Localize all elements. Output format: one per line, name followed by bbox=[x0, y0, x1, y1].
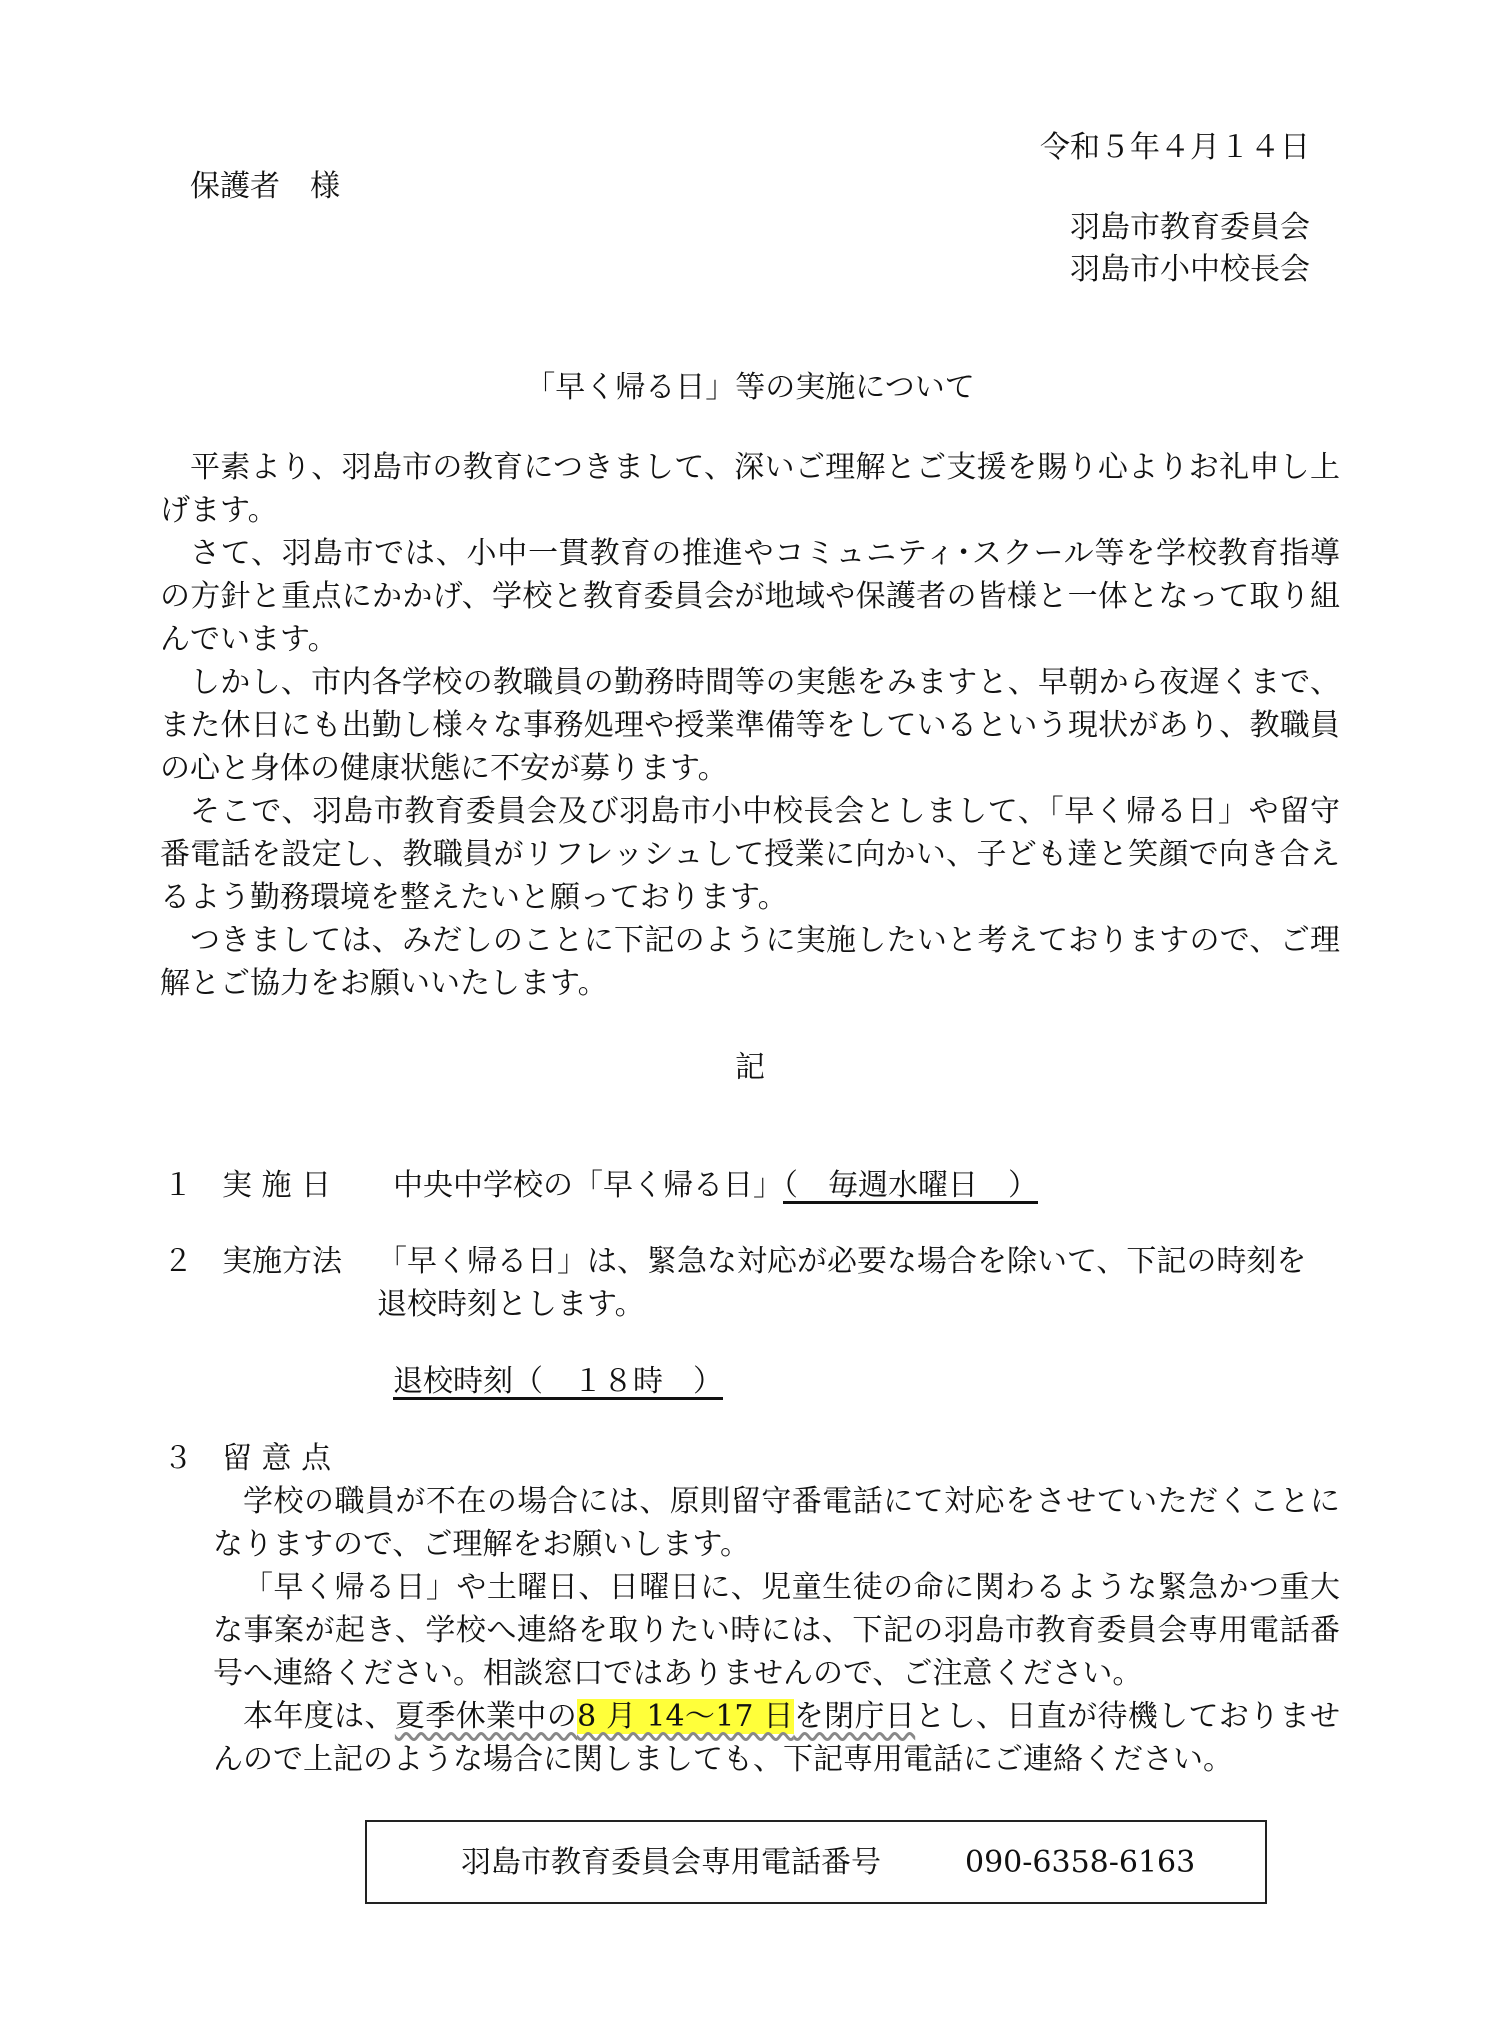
recipient: 保護者 様 bbox=[190, 169, 340, 204]
item3-para3-a: 本年度は、 bbox=[243, 1699, 395, 1734]
item2-label: 実施方法 bbox=[222, 1244, 342, 1279]
item1-text: 中央中学校の「早く帰る日」 bbox=[393, 1168, 783, 1203]
item2-text-line1: 「早く帰る日」は、緊急な対応が必要な場合を除いて、下記の時刻を bbox=[377, 1244, 1307, 1279]
document-date: 令和５年４月１４日 bbox=[1040, 130, 1310, 165]
item2-number: ２ bbox=[163, 1244, 193, 1279]
item3-para3-c: を閉庁日 bbox=[793, 1699, 916, 1734]
contact-phone: 090-6358-6163 bbox=[965, 1845, 1196, 1880]
item2-text-line2: 退校時刻とします。 bbox=[377, 1287, 645, 1322]
item3-para3-b: 夏季休業中の bbox=[394, 1699, 578, 1734]
body-paragraph: さて、羽島市では、小中一貫教育の推進やコミュニティ･スクール等を学校教育指導の方針と重点にかかげ、学校と教育委員会が地域や保護者の皆様と一体となって取り組んでいます。 bbox=[160, 536, 1340, 657]
item1-day: （ 毎週水曜日 ） bbox=[783, 1168, 1038, 1203]
item3-label: 留 意 点 bbox=[222, 1441, 332, 1476]
body-text bbox=[160, 446, 1340, 1005]
leave-time: 退校時刻（ １８時 ） bbox=[393, 1364, 723, 1399]
item3-notes bbox=[213, 1480, 1340, 1781]
item3-number: ３ bbox=[163, 1441, 193, 1476]
body-paragraph: つきましては、みだしのことに下記のように実施したいと考えておりますので、ご理解とご協力をお願いいたします。 bbox=[160, 923, 1340, 1001]
item3-para3-d: とし、日直が待機しておりませんので上記のような場合に関しましても、下記専用電話にご連絡ください。 bbox=[213, 1699, 1341, 1777]
body-paragraph: しかし、市内各学校の教職員の勤務時間等の実態をみますと、早朝から夜遅くまで、また休日にも出勤し様々な事務処理や授業準備等をしているという現状があり、教職員の心と身体の健康状態に不安が募ります。 bbox=[160, 665, 1340, 786]
ki-heading: 記 bbox=[735, 1050, 765, 1085]
item1-label: 実 施 日 bbox=[222, 1168, 332, 1203]
item3-paragraph-3 bbox=[213, 1695, 1340, 1781]
contact-label: 羽島市教育委員会専用電話番号 bbox=[461, 1845, 881, 1880]
highlighted-closure-dates: 8 月 14～17 日 bbox=[577, 1699, 794, 1734]
body-paragraph: そこで、羽島市教育委員会及び羽島市小中校長会としまして、「早く帰る日」や留守番電話を設定し、教職員がリフレッシュして授業に向かい、子ども達と笑顔で向き合えるよう勤務環境を整えたいと願っております。 bbox=[160, 794, 1340, 915]
item3-paragraph-2: 「早く帰る日」や土曜日、日曜日に、児童生徒の命に関わるような緊急かつ重大な事案が起き、学校へ連絡を取りたい時には、下記の羽島市教育委員会専用電話番号へ連絡ください。相談窓口ではありませんので、ご注意ください。 bbox=[213, 1570, 1340, 1691]
sender-board-of-education: 羽島市教育委員会 bbox=[1070, 210, 1310, 245]
item3-paragraph-1: 学校の職員が不在の場合には、原則留守番電話にて対応をさせていただくことになりますので、ご理解をお願いします。 bbox=[213, 1484, 1340, 1562]
contact-box bbox=[365, 1820, 1267, 1904]
document-title: 「早く帰る日」等の実施について bbox=[525, 370, 975, 405]
item1-content bbox=[393, 1168, 1038, 1203]
item1-number: １ bbox=[163, 1168, 193, 1203]
body-paragraph: 平素より、羽島市の教育につきまして、深いご理解とご支援を賜り心よりお礼申し上げます。 bbox=[160, 450, 1340, 528]
sender-principals-association: 羽島市小中校長会 bbox=[1070, 252, 1310, 287]
